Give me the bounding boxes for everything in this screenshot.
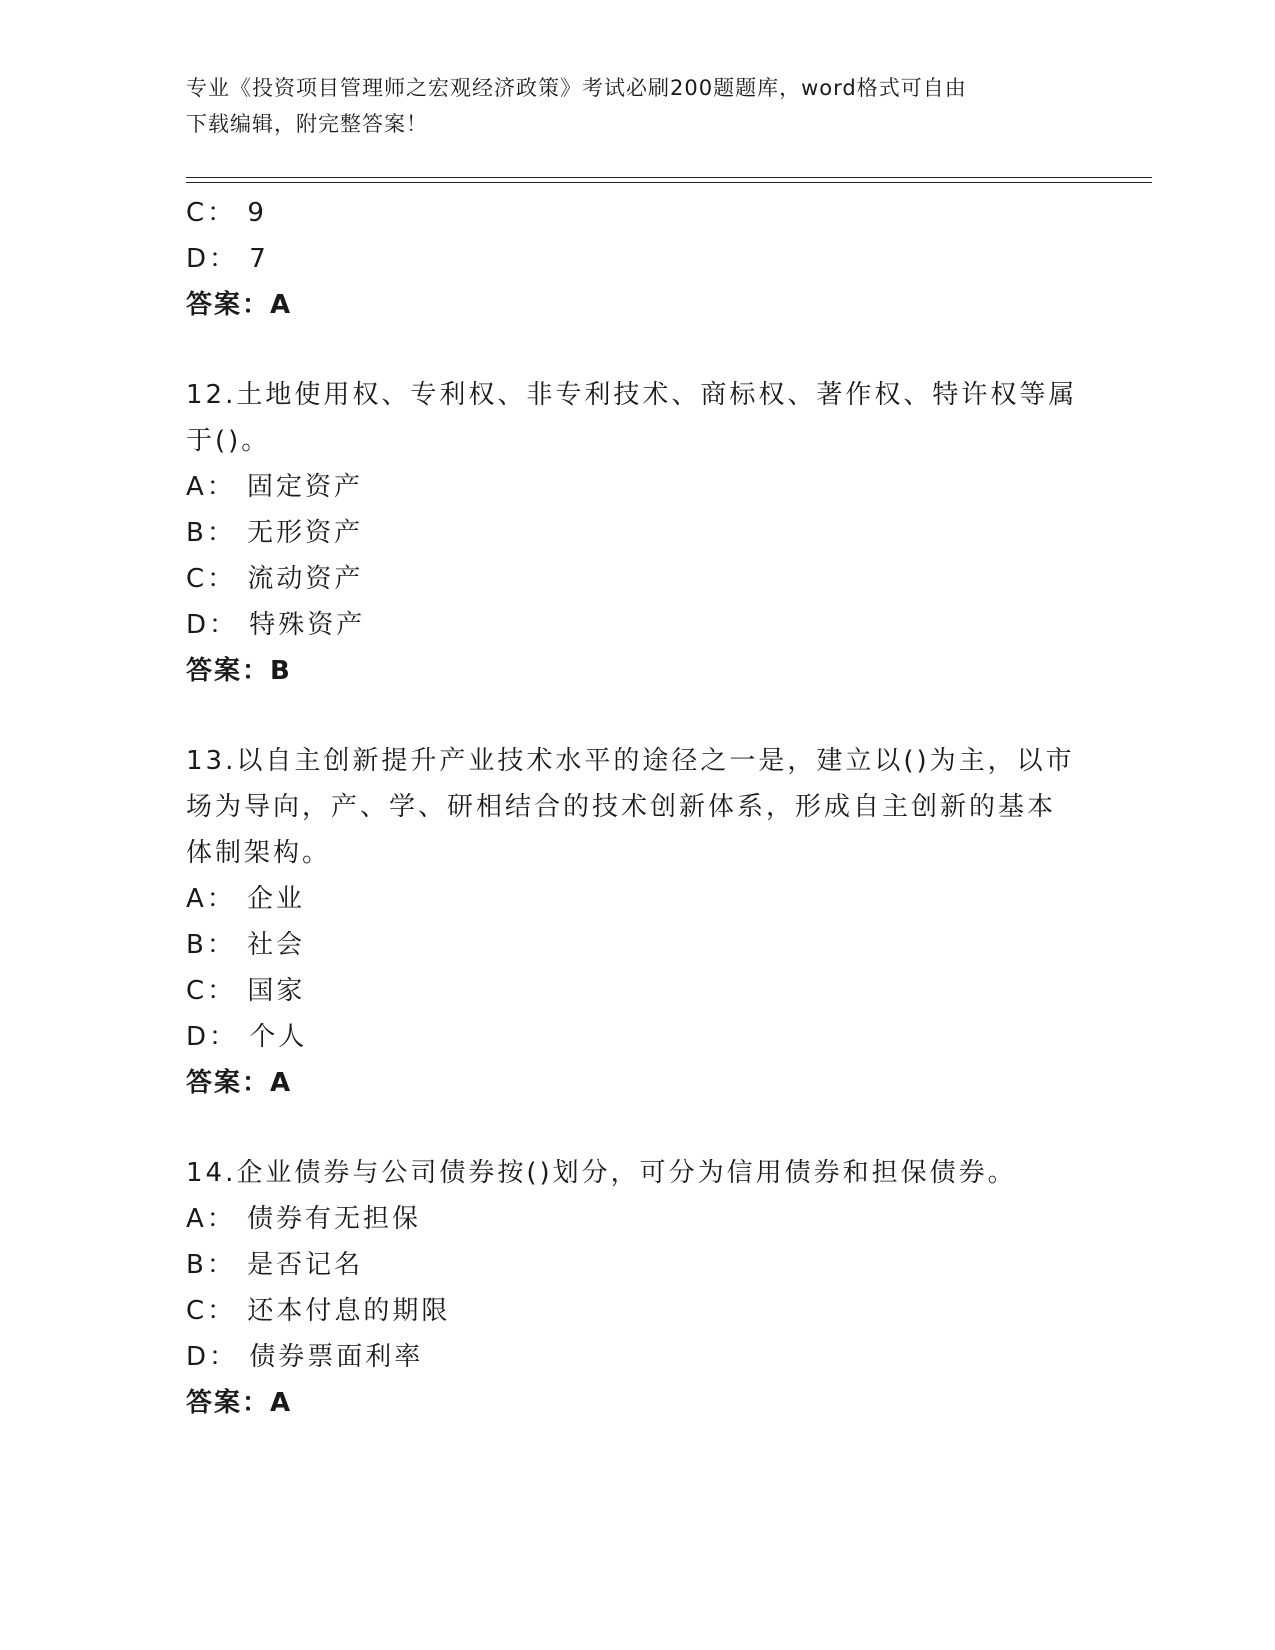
question-14	[186, 1150, 1086, 1426]
option-c: C： 还本付息的期限	[186, 1296, 451, 1326]
answer-line: 答案：B	[186, 656, 292, 686]
option-a: A： 债券有无担保	[186, 1204, 422, 1234]
answer-line: 答案：A	[186, 290, 293, 320]
option-c: C： 9	[186, 198, 267, 228]
option-c: C： 国家	[186, 976, 306, 1006]
header-rule-top	[186, 177, 1152, 178]
spacer	[186, 694, 1086, 738]
question-stem-line: 13.以自主创新提升产业技术水平的途径之一是，建立以()为主，以市	[186, 746, 1075, 776]
option-d: D： 债券票面利率	[186, 1342, 424, 1372]
question-stem-line: 体制架构。	[186, 838, 332, 868]
option-b: B： 社会	[186, 930, 306, 960]
spacer	[186, 328, 1086, 372]
document-header	[186, 70, 1066, 142]
option-c: C： 流动资产	[186, 564, 364, 594]
question-stem-line: 场为导向，产、学、研相结合的技术创新体系，形成自主创新的基本	[186, 792, 1057, 822]
option-d: D： 特殊资产	[186, 610, 366, 640]
option-a: A： 固定资产	[186, 472, 364, 502]
document-body	[186, 190, 1086, 1426]
question-11-tail	[186, 190, 1086, 328]
answer-line: 答案：A	[186, 1068, 293, 1098]
answer-line: 答案：A	[186, 1388, 293, 1418]
option-b: B： 是否记名	[186, 1250, 364, 1280]
header-line-1: 专业《投资项目管理师之宏观经济政策》考试必刷200题题库，word格式可自由	[186, 76, 967, 100]
question-stem-line: 14.企业债券与公司债券按()划分，可分为信用债券和担保债券。	[186, 1158, 1017, 1188]
question-stem-line: 12.土地使用权、专利权、非专利技术、商标权、著作权、特许权等属	[186, 380, 1078, 410]
header-line-2: 下载编辑，附完整答案！	[186, 112, 428, 136]
spacer	[186, 1106, 1086, 1150]
option-a: A： 企业	[186, 884, 306, 914]
question-12	[186, 372, 1086, 694]
question-stem-line: 于()。	[186, 426, 271, 456]
option-b: B： 无形资产	[186, 518, 364, 548]
option-d: D： 个人	[186, 1022, 308, 1052]
option-d: D： 7	[186, 244, 269, 274]
header-rule-bottom	[186, 182, 1152, 183]
question-13	[186, 738, 1086, 1106]
